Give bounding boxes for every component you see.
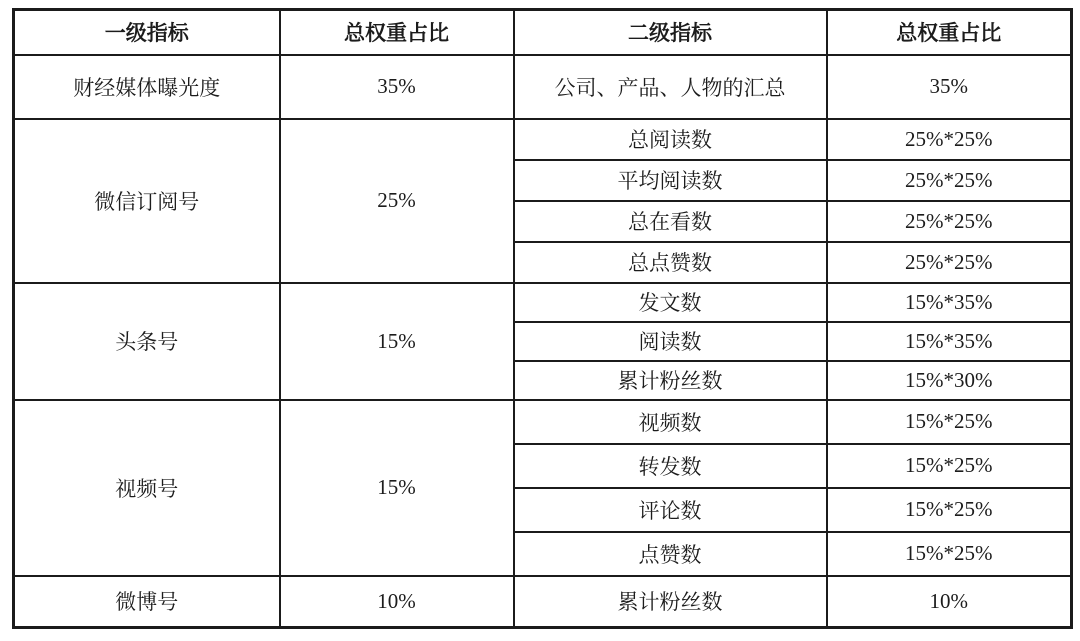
secondary-indicator-cell: 平均阅读数 xyxy=(514,160,827,201)
primary-indicator-cell: 财经媒体曝光度 xyxy=(14,55,280,119)
secondary-indicator-cell: 总点赞数 xyxy=(514,242,827,283)
secondary-indicator-cell: 评论数 xyxy=(514,488,827,532)
primary-weight-cell: 10% xyxy=(280,576,514,628)
secondary-indicator-cell: 累计粉丝数 xyxy=(514,576,827,628)
table-row xyxy=(14,576,1072,628)
table-row xyxy=(14,119,1072,160)
secondary-weight-cell: 15%*30% xyxy=(827,361,1072,400)
secondary-weight-cell: 15%*25% xyxy=(827,444,1072,488)
table-body xyxy=(14,55,1072,628)
secondary-indicator-cell: 阅读数 xyxy=(514,322,827,361)
secondary-indicator-cell: 累计粉丝数 xyxy=(514,361,827,400)
secondary-weight-cell: 25%*25% xyxy=(827,201,1072,242)
primary-weight-cell: 15% xyxy=(280,283,514,400)
secondary-weight-cell: 35% xyxy=(827,55,1072,119)
column-header-primary-weight: 总权重占比 xyxy=(280,10,514,55)
secondary-indicator-cell: 总在看数 xyxy=(514,201,827,242)
secondary-indicator-cell: 点赞数 xyxy=(514,532,827,576)
primary-indicator-cell: 视频号 xyxy=(14,400,280,576)
secondary-indicator-cell: 公司、产品、人物的汇总 xyxy=(514,55,827,119)
secondary-weight-cell: 15%*35% xyxy=(827,283,1072,322)
primary-indicator-cell: 微博号 xyxy=(14,576,280,628)
secondary-weight-cell: 25%*25% xyxy=(827,242,1072,283)
primary-weight-cell: 35% xyxy=(280,55,514,119)
secondary-weight-cell: 15%*25% xyxy=(827,488,1072,532)
secondary-weight-cell: 25%*25% xyxy=(827,160,1072,201)
secondary-weight-cell: 10% xyxy=(827,576,1072,628)
column-header-primary-indicator: 一级指标 xyxy=(14,10,280,55)
header-row xyxy=(14,10,1072,55)
secondary-indicator-cell: 总阅读数 xyxy=(514,119,827,160)
primary-indicator-cell: 头条号 xyxy=(14,283,280,400)
primary-weight-cell: 15% xyxy=(280,400,514,576)
table-header xyxy=(14,10,1072,55)
secondary-indicator-cell: 视频数 xyxy=(514,400,827,444)
table-row xyxy=(14,400,1072,444)
table-row xyxy=(14,55,1072,119)
secondary-weight-cell: 25%*25% xyxy=(827,119,1072,160)
primary-indicator-cell: 微信订阅号 xyxy=(14,119,280,283)
secondary-weight-cell: 15%*35% xyxy=(827,322,1072,361)
primary-weight-cell: 25% xyxy=(280,119,514,283)
table-row xyxy=(14,283,1072,322)
column-header-secondary-indicator: 二级指标 xyxy=(514,10,827,55)
column-header-secondary-weight: 总权重占比 xyxy=(827,10,1072,55)
indicator-weight-table xyxy=(12,8,1073,629)
secondary-indicator-cell: 转发数 xyxy=(514,444,827,488)
secondary-weight-cell: 15%*25% xyxy=(827,532,1072,576)
secondary-indicator-cell: 发文数 xyxy=(514,283,827,322)
secondary-weight-cell: 15%*25% xyxy=(827,400,1072,444)
